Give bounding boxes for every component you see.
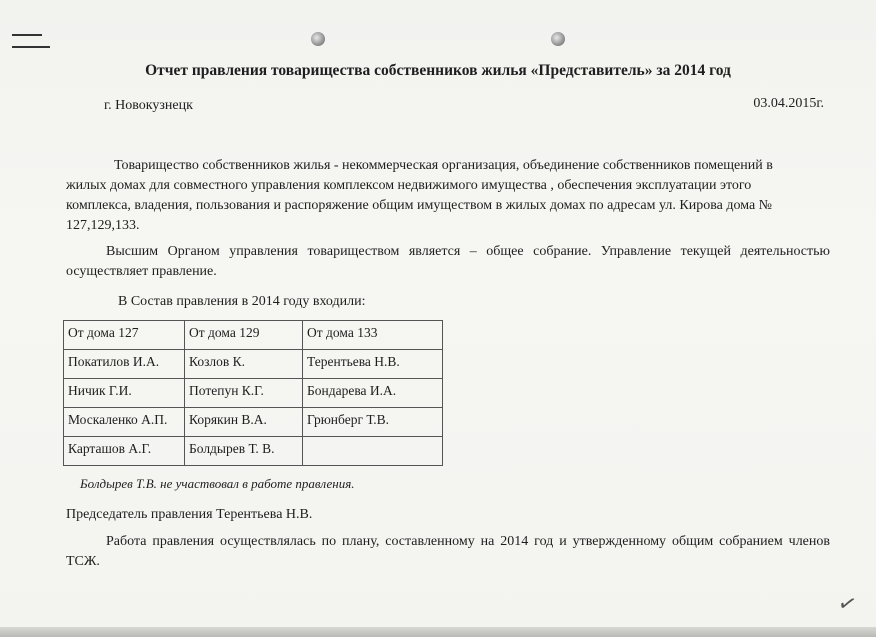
pen-tick-icon: ✓	[834, 590, 859, 619]
table-cell: Покатилов И.А.	[64, 350, 185, 379]
intro-paragraph: Товарищество собственников жилья - некоммерческая организация, объединение собственников помещений в жилых домах для совместного управления комплексом недвижимого имущества , обеспечения эксплуатации этого комплекса, владения, пользования и распоряжение общим имуществом в жилых домах по адресам ул. Кирова дома № 127,129,133.	[66, 158, 773, 233]
table-cell: Потепун К.Г.	[185, 379, 303, 408]
chairman-line: Председатель правления Терентьева Н.В.	[66, 507, 313, 522]
table-cell: Бондарева И.А.	[303, 379, 443, 408]
table-cell: Болдырев Т. В.	[185, 437, 303, 466]
table-header-cell: От дома 133	[303, 321, 443, 350]
table-row	[64, 408, 443, 437]
table-cell: Грюнберг Т.В.	[303, 408, 443, 437]
governance-paragraph: Высшим Органом управления товариществом является – общее собрание. Управление текущей деятельностью осуществляет правление.	[66, 244, 830, 279]
table-cell: Корякин В.А.	[185, 408, 303, 437]
table-cell: Терентьева Н.В.	[303, 350, 443, 379]
staple-mark	[12, 34, 42, 36]
punch-hole-icon	[311, 32, 325, 46]
table-cell: Москаленко А.П.	[64, 408, 185, 437]
table-row	[64, 437, 443, 466]
table-cell: Козлов К.	[185, 350, 303, 379]
board-caption: В Состав правления в 2014 году входили:	[118, 294, 366, 309]
table-cell: Карташов А.Г.	[64, 437, 185, 466]
document-city: г. Новокузнецк	[104, 98, 193, 113]
scan-bottom-edge	[0, 627, 876, 637]
board-table	[63, 320, 443, 466]
staple-mark	[12, 46, 50, 48]
table-cell	[303, 437, 443, 466]
work-paragraph: Работа правления осуществлялась по плану, составленному на 2014 год и утвержденному общим собранием членов ТСЖ.	[66, 534, 830, 569]
table-row	[64, 379, 443, 408]
board-note: Болдырев Т.В. не участвовал в работе правления.	[80, 476, 355, 491]
document-title: Отчет правления товарищества собственников жилья «Представитель» за 2014 год	[145, 62, 731, 79]
table-row	[64, 350, 443, 379]
document-date: 03.04.2015г.	[753, 96, 824, 111]
punch-hole-icon	[551, 32, 565, 46]
table-header-cell: От дома 129	[185, 321, 303, 350]
table-header-row	[64, 321, 443, 350]
table-cell: Ничик Г.И.	[64, 379, 185, 408]
table-header-cell: От дома 127	[64, 321, 185, 350]
